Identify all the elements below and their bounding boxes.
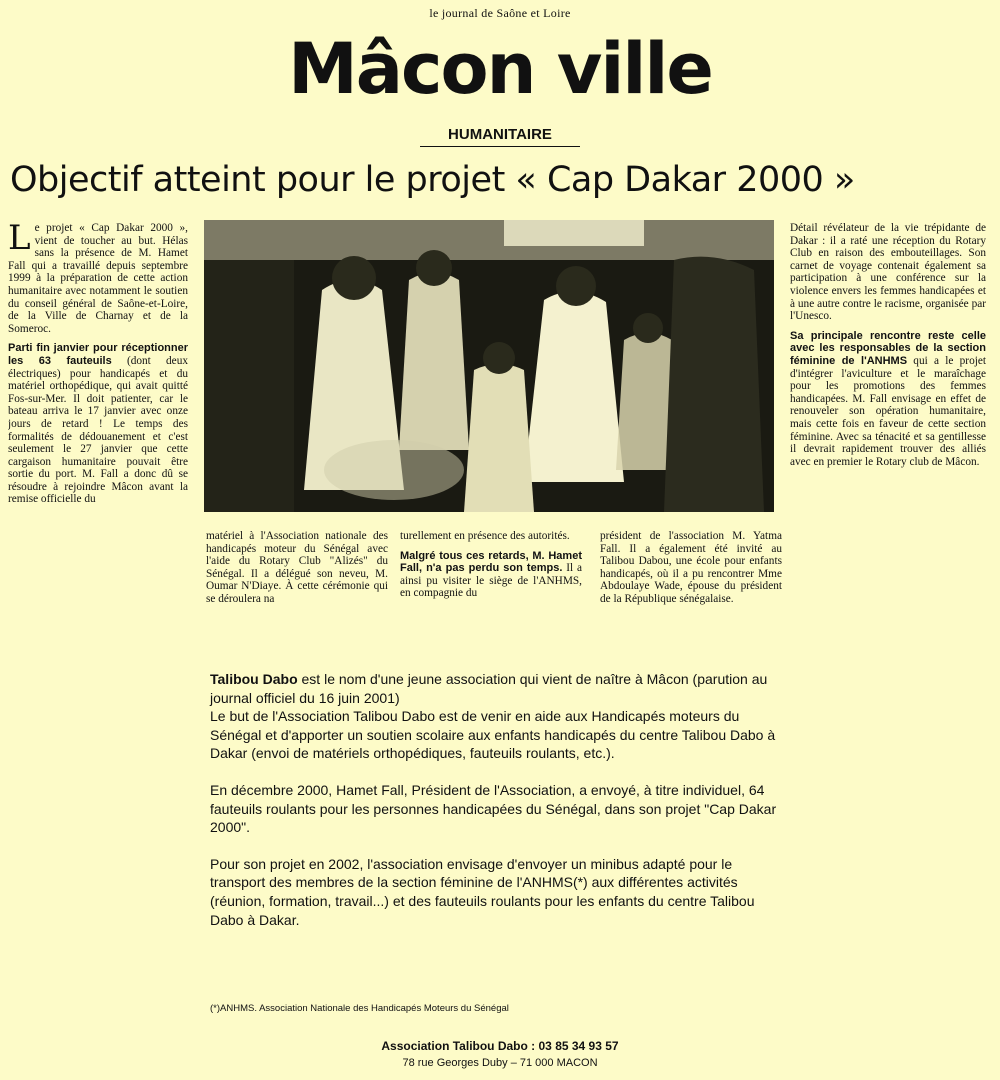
crowd-photo-illustration [204, 220, 774, 512]
section-title: Mâcon ville [288, 28, 712, 110]
notice-paragraph: En décembre 2000, Hamet Fall, Président de l'Association, a envoyé, à titre individuel, 64 fauteuils roulants pour les personnes handicapées du Sénégal, dans son projet "Cap Dakar 2000". [210, 781, 777, 836]
paragraph-lead: Malgré tous ces retards, M. Hamet Fall, n'a pas perdu son temps. [400, 549, 582, 575]
association-name: Talibou Dabo [210, 671, 298, 687]
rubric-label: HUMANITAIRE [448, 126, 552, 143]
paragraph-text: matériel à l'Association nationale des handicapés moteur du Sénégal avec l'aide du Rotary Club "Alizés" du Sénégal. Il a délégué son neveu, M. Oumar N'Diaye. À cette cérémonie qui se déroulera na [206, 530, 388, 605]
paragraph-text: qui a le projet d'intégrer l'aviculture et le maraîchage pour les promotions des femmes handicapées. M. Fall envisage en effet de renouveler son opération humanitaire, mais cette fois en faveur de cette section féminine. Avec sa ténacité et sa gentillesse il devrait rapidement trouver des alliés avec en premier le Rotary club de Mâcon. [790, 354, 986, 468]
article-photo [204, 220, 774, 512]
article-paragraph [790, 330, 986, 469]
notice-text: est le nom d'une jeune association qui vient de naître à Mâcon (parution au journal officiel du 16 juin 2001) [210, 671, 768, 706]
contact-name-phone: Association Talibou Dabo : 03 85 34 93 57 [381, 1039, 619, 1053]
contact-block [0, 1038, 1000, 1072]
article-column-b3 [600, 530, 782, 652]
paragraph-text: président de l'association M. Yatma Fall. Il a également été invité au Talibou Dabou, une école pour enfants handicapés, où il a pu rencontrer Mme Abdoulaye Wade, épouse du président de la République sénégalaise. [600, 530, 782, 605]
paragraph-text: Détail révélateur de la vie trépidante de Dakar : il a raté une réception du Rotary Club en raison des embouteillages. Son carnet de voyage contenait également sa participation à une conférence sur la violence envers les femmes handicapées et à une autre contre le racisme, organisée par l'Unesco. [790, 222, 986, 323]
article-paragraph [400, 550, 582, 600]
article-column-b1 [206, 530, 388, 652]
article-column-right [790, 222, 986, 654]
paragraph-text: turellement en présence des autorités. [400, 530, 570, 542]
article-paragraph [8, 222, 188, 335]
paragraph-text: Il a ainsi pu visiter le siège de l'ANHMS, en compagnie du [400, 562, 582, 600]
rubric-underline [420, 146, 580, 147]
paragraph-text: e projet « Cap Dakar 2000 », vient de toucher au but. Hélas sans la présence de M. Hamet Fall qui a travaillé depuis septembre 1999 à la préparation de cette action humanitaire avec notamment le soutien du conseil général de Saône-et-Loire, de la Ville de Charnay et de la Someroc. [8, 222, 188, 335]
notice-paragraph: Pour son projet en 2002, l'association envisage d'envoyer un minibus adapté pour le transport des membres de la section féminine de l'ANHMS(*) aux différentes activités (réunion, formation, travail...) et des fauteuils roulants pour les enfants du centre Talibou Dabo à Dakar. [210, 855, 755, 928]
article-column-b2 [400, 530, 582, 652]
notice-paragraph [210, 670, 790, 763]
article-headline: Objectif atteint pour le projet « Cap Dakar 2000 » [10, 160, 855, 200]
footnote: (*)ANHMS. Association Nationale des Handicapés Moteurs du Sénégal [210, 1003, 509, 1014]
paragraph-lead: Parti fin janvier pour réceptionner les 63 fauteuils [8, 342, 188, 367]
article-paragraph [8, 342, 188, 506]
paragraph-text: (dont deux électriques) pour handicapés et du matériel orthopédique, qui avait quitté Fos-sur-Mer. Il doit patienter, car le bateau arriva le 17 janvier avec onze jours de retard ! Le temps des formalités de dédouanement et c'est seulement le 27 janvier que cette cargaison humanitaire pouvait être sortie du port. M. Fall a donc dû se résoudre à rejoindre Mâcon avant la remise officielle du [8, 354, 188, 506]
masthead: le journal de Saône et Loire [429, 6, 571, 20]
association-notice [210, 670, 790, 947]
paragraph-lead: Sa principale rencontre reste celle avec les responsables de la section féminine de l'ANHMS [790, 329, 986, 367]
notice-text: Le but de l'Association Talibou Dabo est de venir en aide aux Handicapés moteurs du Sénégal et d'apporter un soutien scolaire aux enfants handicapés du centre Talibou Dabo à Dakar (envoi de matériels orthopédiques, fauteuils roulants, etc.). [210, 708, 776, 762]
article-column-left [8, 222, 188, 654]
contact-address: 78 rue Georges Duby – 71 000 MACON [402, 1057, 598, 1069]
drop-cap: L [8, 222, 31, 258]
